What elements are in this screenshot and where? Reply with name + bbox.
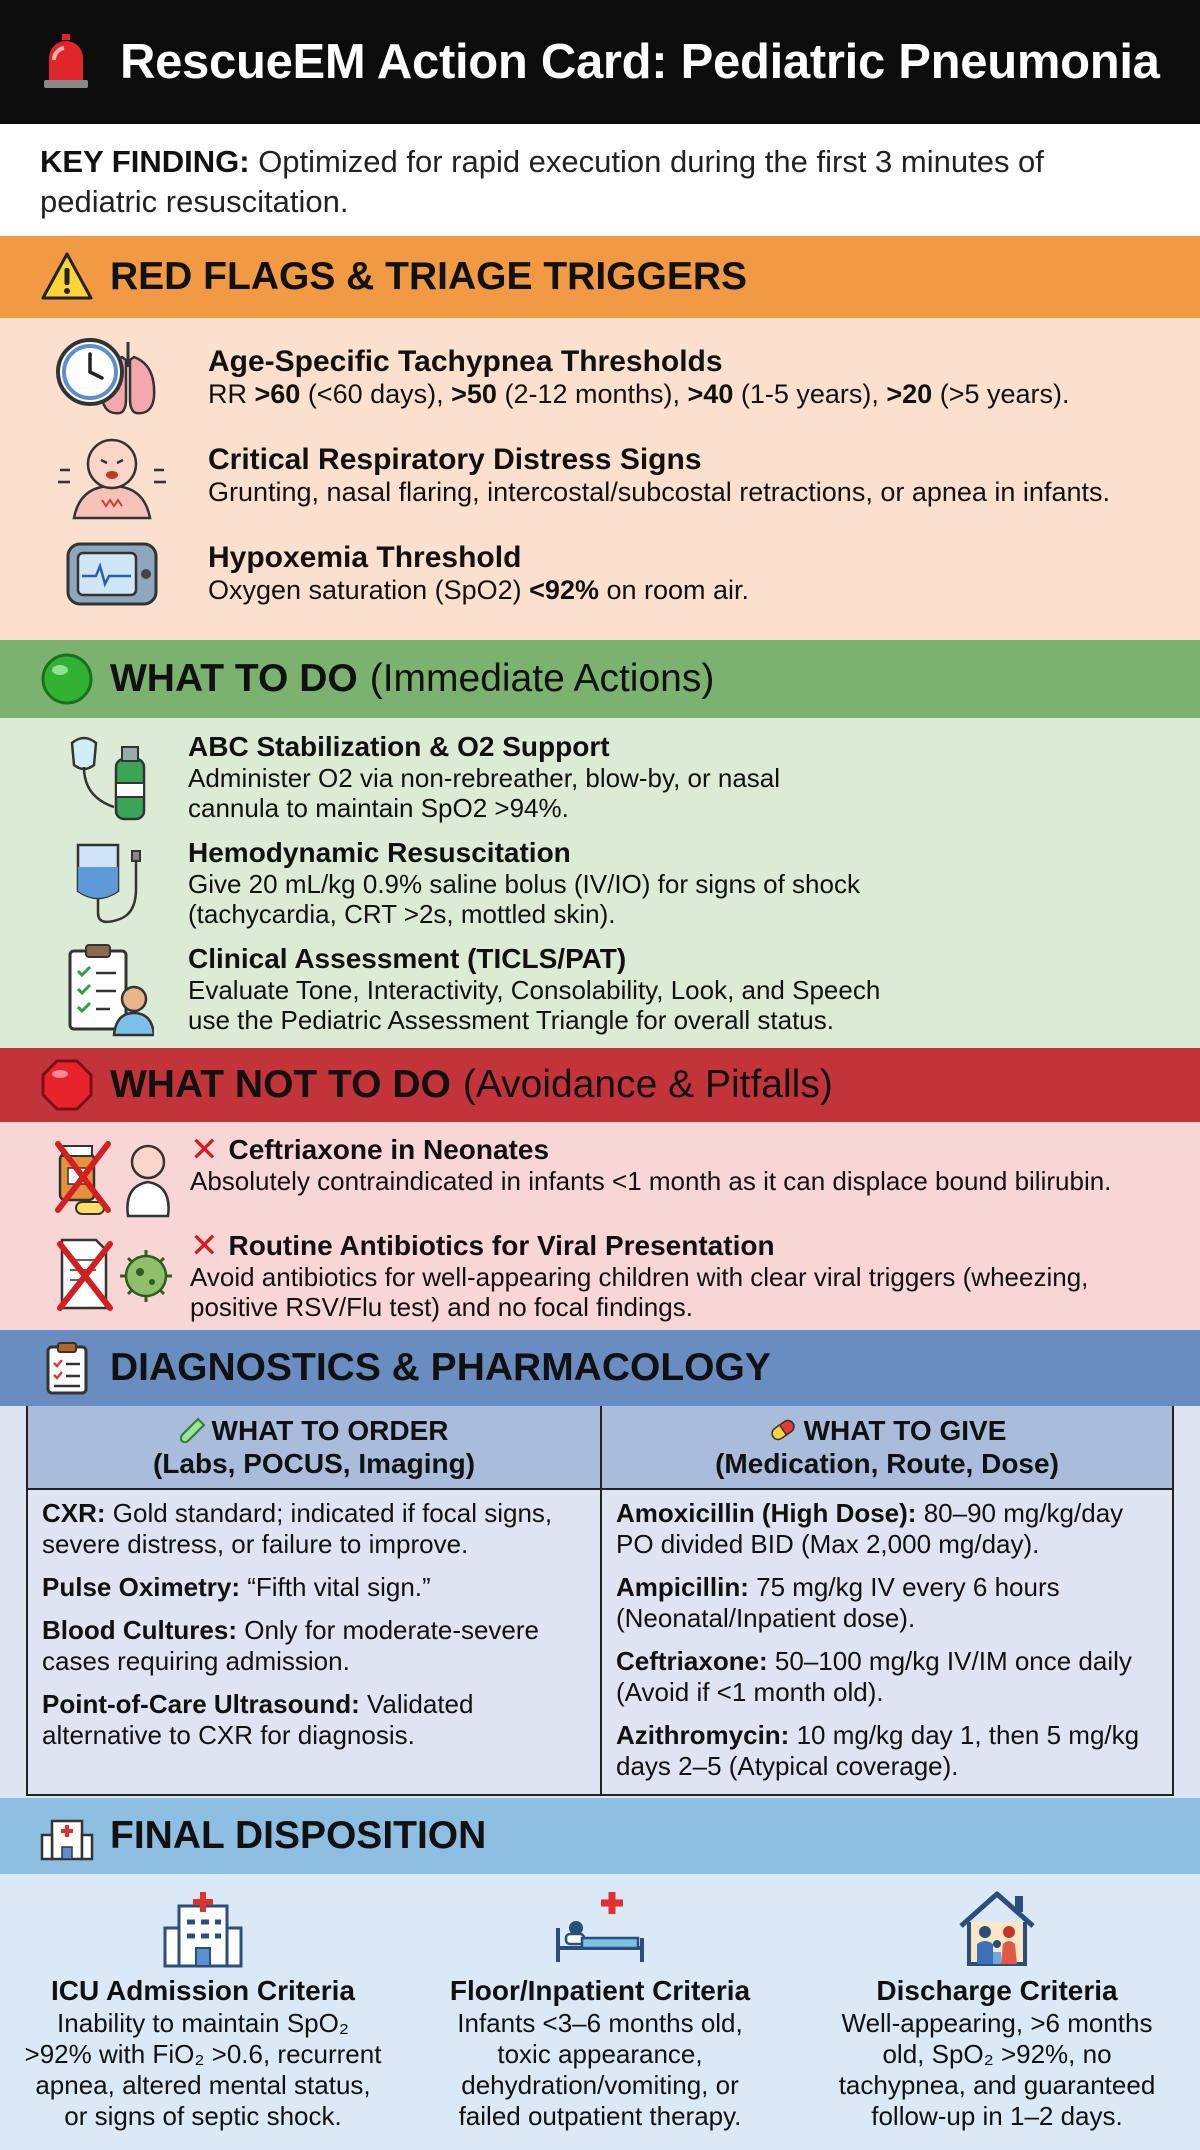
disposition-heading: FINAL DISPOSITION (110, 1814, 487, 1857)
pulse-oximeter-icon (52, 528, 172, 618)
what-not-to-do-subheading: (Avoidance & Pitfalls) (462, 1063, 833, 1106)
diagnostics-heading: DIAGNOSTICS & PHARMACOLOGY (110, 1346, 771, 1389)
item-text-line: Absolutely contraindicated in infants <1 month as it can displace bound bilirubin. (190, 1166, 1112, 1196)
do-item (0, 830, 1200, 936)
what-to-do-body (0, 718, 1200, 1048)
key-finding-label: KEY FINDING: (40, 144, 250, 179)
clipboard-checklist-icon (40, 1341, 94, 1395)
item-text-line: Give 20 mL/kg 0.9% saline bolus (IV/IO) for signs of shock (188, 869, 860, 899)
disposition-column-floor (415, 1884, 785, 2150)
distressed-infant-icon (52, 430, 172, 520)
key-finding (0, 124, 1200, 236)
hospital-building-icon (40, 1809, 94, 1863)
item-text-line: Administer O2 via non-rebreather, blow-by, or nasal (188, 763, 781, 793)
what-not-to-do-header (0, 1048, 1200, 1122)
item-title: ✕ Ceftriaxone in Neonates (190, 1131, 550, 1169)
red-flags-body (0, 318, 1200, 640)
disposition-line: apnea, altered mental status, (35, 2070, 371, 2100)
cross-icon: ✕ (190, 1131, 219, 1169)
stop-sign-icon (40, 1058, 94, 1112)
not-item (0, 1130, 1200, 1226)
item-text: Grunting, nasal flaring, intercostal/subcostal retractions, or apnea in infants. (208, 476, 1110, 507)
home-family-icon (955, 1888, 1039, 1968)
item-text-line: positive RSV/Flu test) and no focal findings. (190, 1292, 693, 1322)
clipboard-patient-icon (64, 941, 154, 1037)
disposition-line: >92% with FiO₂ >0.6, recurrent (24, 2039, 382, 2069)
disposition-column-discharge (812, 1884, 1182, 2150)
item-title: ABC Stabilization & O2 Support (188, 731, 610, 762)
diagnostics-table (26, 1406, 1174, 1796)
table-row: Ampicillin: 75 mg/kg IV every 6 hours (Neonatal/Inpatient dose). (616, 1572, 1060, 1633)
disposition-body (0, 1874, 1200, 2150)
disposition-column-icu (18, 1884, 388, 2150)
red-flag-item (0, 426, 1200, 524)
table-row: Point-of-Care Ultrasound: Validated alternative to CXR for diagnosis. (42, 1689, 474, 1750)
diagnostics-header (0, 1330, 1200, 1406)
disposition-line: Inability to maintain SpO₂ (57, 2008, 349, 2038)
disposition-line: toxic appearance, (497, 2039, 703, 2069)
item-text: RR >60 (<60 days), >50 (2-12 months), >40 (1-5 years), >20 (>5 years). (208, 378, 1070, 409)
disposition-line: follow-up in 1–2 days. (871, 2101, 1123, 2131)
hospital-icon (161, 1888, 245, 1968)
what-not-to-do-heading: WHAT NOT TO DO (110, 1063, 451, 1106)
disposition-line: Infants <3–6 months old, (457, 2008, 743, 2038)
oxygen-mask-tank-icon (64, 729, 154, 825)
what-to-do-subheading: (Immediate Actions) (369, 657, 715, 700)
clock-lungs-icon (52, 332, 172, 422)
table-row: CXR: Gold standard; indicated if focal signs, severe distress, or failure to improve. (42, 1498, 553, 1559)
table-row: Blood Cultures: Only for moderate-severe cases requiring admission. (42, 1615, 540, 1676)
table-row: Ceftriaxone: 50–100 mg/kg IV/IM once daily (Avoid if <1 month old). (616, 1646, 1132, 1707)
disposition-title: Discharge Criteria (876, 1975, 1118, 2006)
not-item (0, 1226, 1200, 1322)
red-flag-item (0, 328, 1200, 426)
order-column (28, 1406, 600, 1794)
item-text-line: cannula to maintain SpO2 >94%. (188, 793, 569, 823)
do-item (0, 936, 1200, 1042)
give-column (600, 1406, 1172, 1794)
siren-icon (36, 32, 96, 92)
disposition-title: Floor/Inpatient Criteria (449, 1975, 751, 2006)
item-title: Age-Specific Tachypnea Thresholds (208, 344, 723, 378)
item-title: Hemodynamic Resuscitation (188, 837, 571, 868)
disposition-line: old, SpO₂ >92%, no (882, 2039, 1112, 2069)
item-text: Oxygen saturation (SpO2) <92% on room air. (208, 574, 750, 605)
item-text-line: (tachycardia, CRT >2s, mottled skin). (188, 899, 616, 929)
item-text-line: Evaluate Tone, Interactivity, Consolability, Look, and Speech (188, 975, 881, 1005)
order-column-header: WHAT TO ORDER (Labs, POCUS, Imaging) (28, 1406, 600, 1490)
disposition-line: dehydration/vomiting, or (461, 2070, 739, 2100)
what-not-to-do-body (0, 1122, 1200, 1330)
cross-icon: ✕ (190, 1227, 219, 1265)
pill-capsule-icon (768, 1417, 798, 1443)
test-tube-icon (180, 1417, 206, 1443)
disposition-line: failed outpatient therapy. (458, 2101, 742, 2131)
warning-triangle-icon (40, 250, 94, 304)
item-title: Hypoxemia Threshold (208, 540, 522, 574)
disposition-title: ICU Admission Criteria (51, 1975, 355, 2006)
red-flag-item (0, 524, 1200, 622)
key-finding-text: Optimized for rapid execution during the first 3 minutes of pediatric resuscitation. (40, 144, 1044, 219)
table-row: Amoxicillin (High Dose): 80–90 mg/kg/day PO divided BID (Max 2,000 mg/day). (616, 1498, 1124, 1559)
item-text-line: use the Pediatric Assessment Triangle for overall status. (188, 1005, 834, 1035)
table-row: Azithromycin: 10 mg/kg day 1, then 5 mg/kg days 2–5 (Atypical coverage). (616, 1720, 1140, 1781)
item-text-line: Avoid antibiotics for well-appearing children with clear viral triggers (wheezing, (190, 1262, 1089, 1292)
title-bar (0, 0, 1200, 124)
disposition-header (0, 1798, 1200, 1874)
do-item (0, 724, 1200, 830)
item-title: Critical Respiratory Distress Signs (208, 442, 702, 476)
red-flags-heading: RED FLAGS & TRIAGE TRIGGERS (110, 255, 748, 298)
table-row: Pulse Oximetry: “Fifth vital sign.” (42, 1572, 431, 1602)
disposition-line: Well-appearing, >6 months (841, 2008, 1153, 2038)
red-flags-header (0, 236, 1200, 318)
hospital-bed-icon (552, 1888, 648, 1968)
no-antibiotic-virus-icon (54, 1232, 178, 1316)
page-title: RescueEM Action Card: Pediatric Pneumonia (120, 35, 1160, 89)
disposition-line: or signs of septic shock. (64, 2101, 342, 2131)
give-column-header: WHAT TO GIVE (Medication, Route, Dose) (602, 1406, 1172, 1490)
no-medication-infant-icon (54, 1136, 178, 1220)
disposition-line: tachypnea, and guaranteed (838, 2070, 1156, 2100)
diagnostics-body (0, 1406, 1200, 1798)
green-circle-icon (40, 652, 94, 706)
item-title: Clinical Assessment (TICLS/PAT) (188, 943, 627, 974)
what-to-do-header (0, 640, 1200, 718)
iv-bag-icon (64, 835, 154, 931)
item-title: ✕ Routine Antibiotics for Viral Presentation (190, 1227, 775, 1265)
what-to-do-heading: WHAT TO DO (110, 657, 358, 700)
